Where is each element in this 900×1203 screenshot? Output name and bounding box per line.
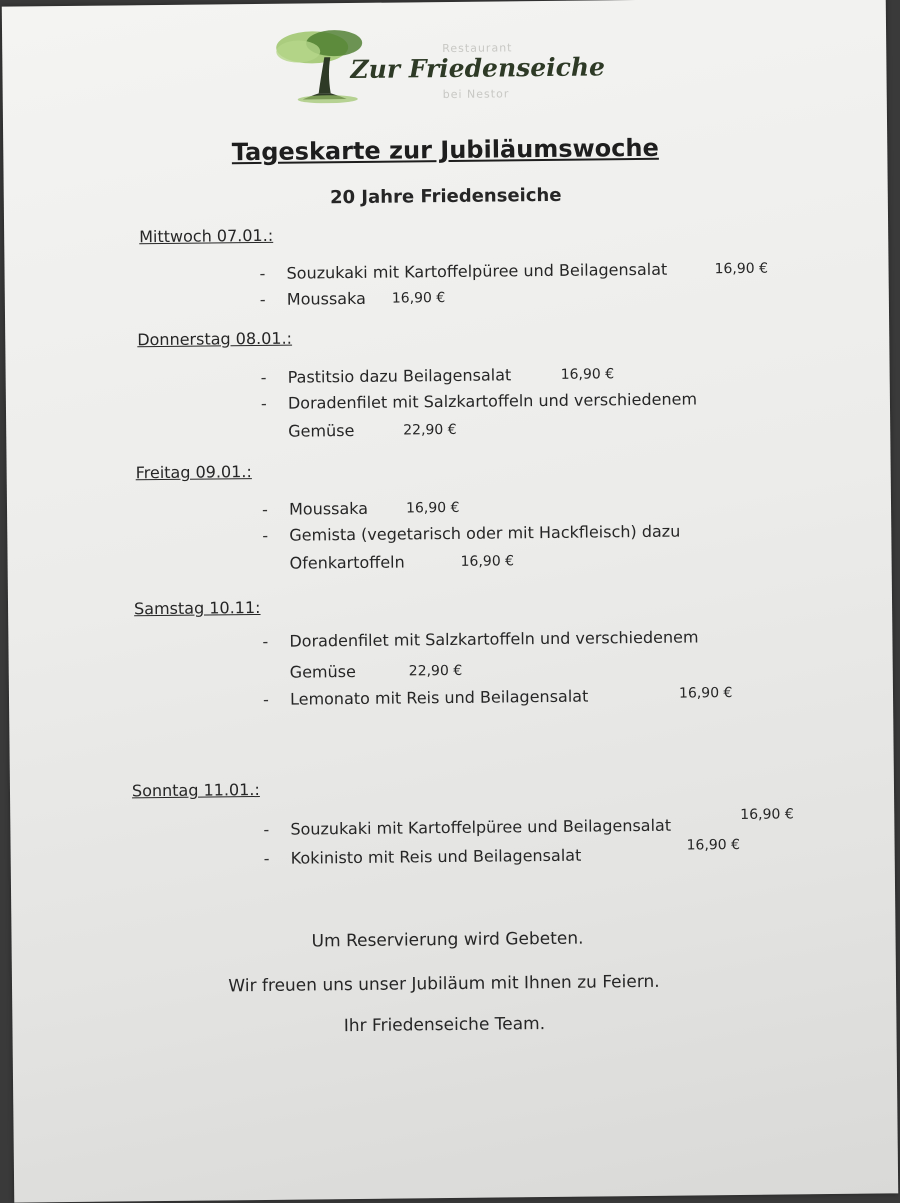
menu-item: Doradenfilet mit Salzkartoffeln und verschiedenem [287,389,698,413]
menu-item-price: 22,90 € [403,421,457,439]
menu-item-price: 16,90 € [391,290,446,307]
menu-item: Souzukaki mit Kartoffelpüree und Beilagensalat [286,259,668,283]
thank-you-note: Wir freuen uns unser Jubiläum mit Ihnen zu Feiern. [228,971,660,997]
menu-item: Lemonato mit Reis und Beilagensalat [289,686,589,709]
day-heading-sonntag: Sonntag 11.01.: [131,780,260,801]
day-heading-mittwoch: Mittwoch 07.01.: [139,225,274,247]
menu-item-continuation: Gemüse [289,661,356,682]
menu-item: Moussaka [286,288,366,309]
menu-item: Souzukaki mit Kartoffelpüree und Beilagensalat [290,815,672,839]
bullet-dash: - [262,525,269,545]
bullet-dash: - [259,263,266,283]
menu-sheet [2,0,898,1203]
restaurant-logo [272,20,633,104]
bullet-dash: - [263,819,270,839]
page-title: Tageskarte zur Jubiläumswoche [231,133,659,167]
day-heading-samstag: Samstag 10.11: [133,597,261,619]
menu-item-price: 22,90 € [408,662,463,680]
menu-item: Moussaka [288,498,369,519]
team-signoff: Ihr Friedenseiche Team. [343,1014,546,1037]
logo-restaurant-text: Restaurant [442,41,513,56]
day-heading-freitag: Freitag 09.01.: [135,462,252,483]
menu-item-price: 16,90 € [714,260,769,278]
menu-item: Doradenfilet mit Salzkartoffeln und verschiedenem [289,627,699,651]
menu-item-continuation: Ofenkartoffeln [289,552,405,573]
menu-item-price: 16,90 € [686,836,741,854]
logo-name: Zur Friedenseiche [350,52,606,85]
day-heading-donnerstag: Donnerstag 08.01.: [137,328,293,350]
menu-item: Gemista (vegetarisch oder mit Hackfleisch) dazu [289,521,681,545]
menu-item-price: 16,90 € [460,553,515,570]
bullet-dash: - [259,289,266,309]
menu-item-price: 16,90 € [740,806,794,823]
logo-owner-text: bei Nestor [442,87,510,102]
bullet-dash: - [261,499,268,519]
menu-item-price: 16,90 € [405,499,460,517]
bullet-dash: - [260,393,267,413]
bullet-dash: - [262,689,269,709]
bullet-dash: - [262,631,269,651]
menu-item: Kokinisto mit Reis und Beilagensalat [290,845,582,868]
menu-item: Pastitsio dazu Beilagensalat [287,365,512,387]
menu-item-price: 16,90 € [678,685,733,702]
bullet-dash: - [263,848,270,868]
menu-item-price: 16,90 € [560,366,615,383]
menu-item-continuation: Gemüse [288,420,355,441]
page-subtitle: 20 Jahre Friedenseiche [329,184,562,209]
bullet-dash: - [260,367,267,387]
reservation-note: Um Reservierung wird Gebeten. [311,928,584,952]
